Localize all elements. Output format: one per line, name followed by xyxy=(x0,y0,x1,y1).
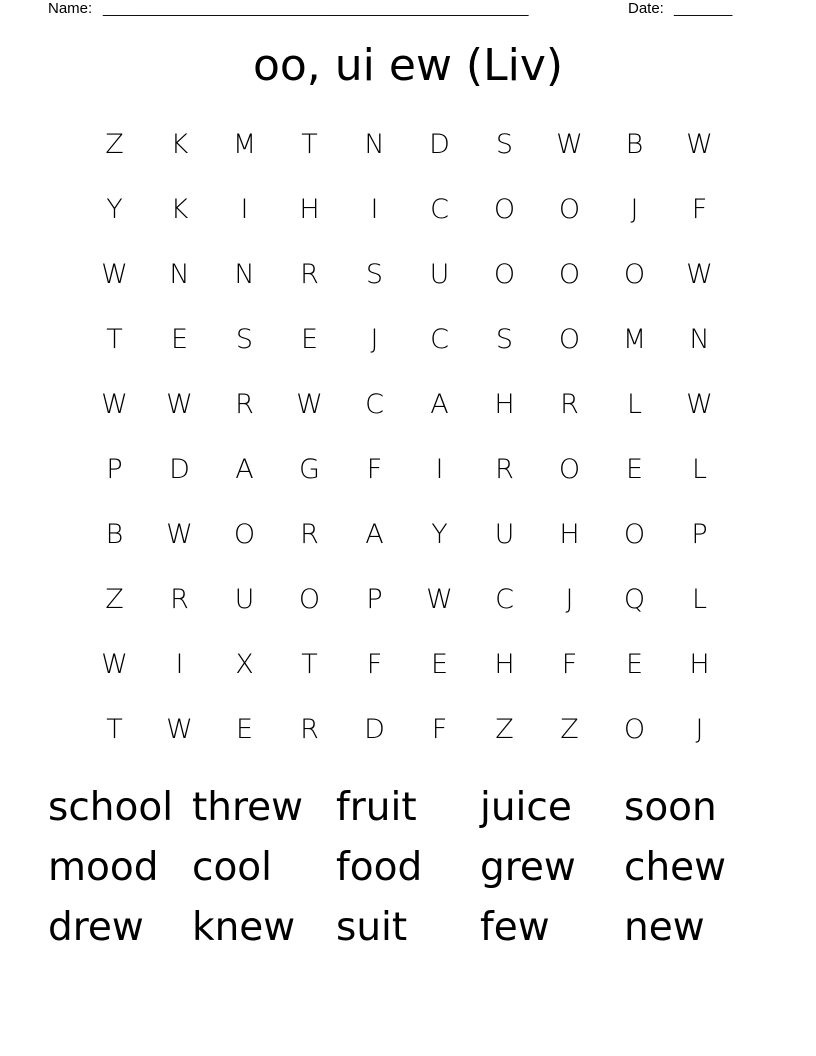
grid-cell: A xyxy=(365,519,384,550)
grid-cell: N xyxy=(689,324,710,355)
grid-cell: F xyxy=(691,194,708,225)
word-bank-item: chew xyxy=(624,845,727,890)
grid-cell: C xyxy=(495,584,514,615)
grid-cell: M xyxy=(622,324,647,355)
grid-cell: R xyxy=(495,454,514,485)
grid-cell: P xyxy=(366,584,383,615)
word-bank-item: grew xyxy=(480,845,576,890)
word-bank-item: threw xyxy=(192,785,304,830)
grid-cell: I xyxy=(435,454,444,485)
grid-cell: A xyxy=(235,454,254,485)
grid-cell: D xyxy=(364,714,385,745)
word-bank xyxy=(48,778,768,958)
grid-cell: W xyxy=(166,389,193,420)
word-bank-item: new xyxy=(624,905,705,950)
grid-cell: J xyxy=(565,584,574,615)
grid-cell: E xyxy=(625,454,644,485)
grid-cell: E xyxy=(235,714,254,745)
word-bank-item: soon xyxy=(624,785,717,830)
grid-cell: H xyxy=(494,649,515,680)
grid-cell: W xyxy=(296,389,323,420)
grid-cell: J xyxy=(695,714,704,745)
grid-cell: S xyxy=(365,259,384,290)
date-label: Date: xyxy=(628,0,664,17)
word-bank-item: knew xyxy=(192,905,296,950)
grid-cell: F xyxy=(366,454,383,485)
grid-cell: A xyxy=(430,389,449,420)
grid-cell: S xyxy=(495,129,514,160)
grid-cell: Z xyxy=(105,129,124,160)
word-bank-item: fruit xyxy=(336,785,417,830)
grid-cell: E xyxy=(430,649,449,680)
grid-cell: O xyxy=(233,519,256,550)
grid-cell: W xyxy=(101,259,128,290)
grid-cell: S xyxy=(235,324,254,355)
grid-cell: C xyxy=(430,194,449,225)
grid-cell: P xyxy=(106,454,123,485)
word-bank-item: suit xyxy=(336,905,408,950)
name-blank-line: ___________________________________________________ xyxy=(103,0,529,17)
grid-cell: O xyxy=(623,519,646,550)
grid-cell: W xyxy=(686,259,713,290)
grid-cell: E xyxy=(625,649,644,680)
grid-cell: U xyxy=(234,584,255,615)
grid-cell: W xyxy=(166,519,193,550)
grid-cell: J xyxy=(630,194,639,225)
word-bank-item: cool xyxy=(192,845,272,890)
grid-cell: W xyxy=(686,129,713,160)
grid-cell: T xyxy=(106,324,123,355)
grid-cell: O xyxy=(623,714,646,745)
grid-cell: D xyxy=(429,129,450,160)
grid-cell: L xyxy=(691,454,708,485)
grid-cell: R xyxy=(300,259,319,290)
grid-cell: E xyxy=(300,324,319,355)
word-bank-item: school xyxy=(48,785,174,830)
grid-cell: P xyxy=(691,519,708,550)
grid-cell: R xyxy=(560,389,579,420)
grid-cell: D xyxy=(169,454,190,485)
page-title: oo, ui ew (Liv) xyxy=(252,40,564,91)
grid-cell: R xyxy=(300,519,319,550)
grid-cell: F xyxy=(431,714,448,745)
grid-cell: K xyxy=(170,129,189,160)
grid-cell: H xyxy=(689,649,710,680)
grid-cell: C xyxy=(365,389,384,420)
grid-cell: M xyxy=(232,129,257,160)
grid-cell: O xyxy=(623,259,646,290)
grid-cell: N xyxy=(169,259,190,290)
grid-cell: T xyxy=(106,714,123,745)
grid-cell: O xyxy=(558,259,581,290)
grid-cell: G xyxy=(299,454,320,485)
grid-cell: W xyxy=(556,129,583,160)
grid-cell: O xyxy=(493,259,516,290)
grid-cell: E xyxy=(170,324,189,355)
word-bank-item: few xyxy=(480,905,550,950)
grid-cell: N xyxy=(234,259,255,290)
grid-cell: H xyxy=(299,194,320,225)
grid-cell: Z xyxy=(495,714,514,745)
grid-cell: T xyxy=(301,129,318,160)
grid-cell: Q xyxy=(623,584,646,615)
word-bank-item: food xyxy=(336,845,423,890)
grid-cell: Z xyxy=(560,714,579,745)
grid-cell: F xyxy=(561,649,578,680)
grid-cell: W xyxy=(101,389,128,420)
worksheet-header xyxy=(48,0,748,20)
grid-cell: R xyxy=(300,714,319,745)
grid-cell: L xyxy=(626,389,643,420)
grid-cell: O xyxy=(558,454,581,485)
grid-cell: T xyxy=(301,649,318,680)
name-label: Name: xyxy=(48,0,93,17)
grid-cell: W xyxy=(166,714,193,745)
word-search-grid xyxy=(82,112,732,762)
grid-cell: J xyxy=(370,324,379,355)
grid-cell: I xyxy=(240,194,249,225)
grid-cell: R xyxy=(235,389,254,420)
grid-cell: B xyxy=(625,129,644,160)
grid-cell: S xyxy=(495,324,514,355)
grid-cell: N xyxy=(364,129,385,160)
grid-cell: Y xyxy=(106,194,123,225)
grid-cell: F xyxy=(366,649,383,680)
word-bank-item: juice xyxy=(480,785,572,830)
grid-cell: O xyxy=(558,194,581,225)
grid-cell: L xyxy=(691,584,708,615)
grid-cell: H xyxy=(559,519,580,550)
grid-cell: Z xyxy=(105,584,124,615)
grid-cell: X xyxy=(235,649,254,680)
grid-cell: O xyxy=(493,194,516,225)
grid-cell: I xyxy=(370,194,379,225)
grid-cell: H xyxy=(494,389,515,420)
grid-cell: O xyxy=(558,324,581,355)
grid-cell: O xyxy=(298,584,321,615)
grid-cell: B xyxy=(105,519,124,550)
grid-cell: W xyxy=(426,584,453,615)
word-bank-item: drew xyxy=(48,905,144,950)
grid-cell: W xyxy=(101,649,128,680)
word-bank-item: mood xyxy=(48,845,159,890)
grid-cell: Y xyxy=(431,519,448,550)
grid-cell: K xyxy=(170,194,189,225)
grid-cell: U xyxy=(429,259,450,290)
date-blank-line: _______ xyxy=(674,0,733,17)
grid-cell: R xyxy=(170,584,189,615)
grid-cell: C xyxy=(430,324,449,355)
grid-cell: U xyxy=(494,519,515,550)
grid-cell: W xyxy=(686,389,713,420)
grid-cell: I xyxy=(175,649,184,680)
